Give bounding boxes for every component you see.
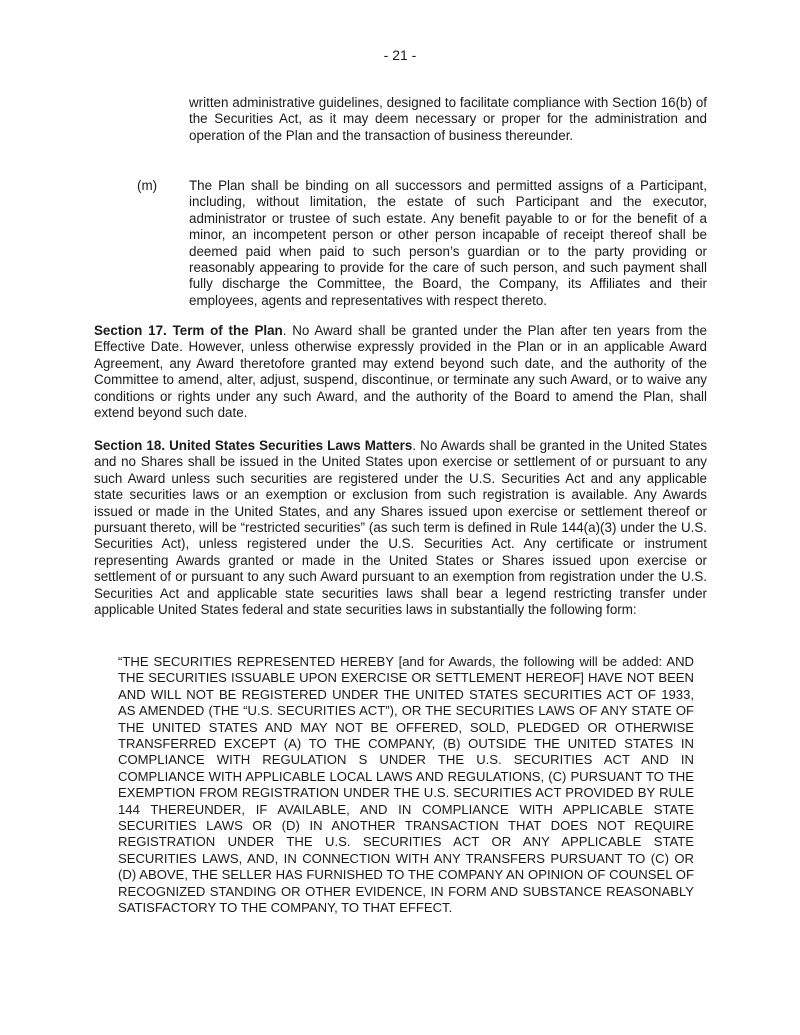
- list-item-label: (m): [137, 178, 158, 193]
- section-17-text: . No Award shall be granted under the Plan after ten years from the Effective Date. However, unless otherwise expressly provided in the Plan or in an applicable Award Agreement, any Award theretofore granted may extend beyond such date, and the authority of the Committee to amend, alter, adjust, suspend, discontinue, or terminate any such Award, or to waive any conditions or rights under any such Award, and the authority of the Board to amend the Plan, shall extend beyond such date.: [94, 323, 707, 421]
- section-17-heading: Section 17. Term of the Plan: [94, 323, 283, 338]
- list-item-text: The Plan shall be binding on all successors and permitted assigns of a Participant, including, without limitation, the estate of such Participant and the executor, administrator or trustee of such estate. Any benefit payable to or for the benefit of a minor, an incompetent person or other person incapable of receipt thereof shall be deemed paid when paid to such person’s guardian or to the party providing or reasonably appearing to provide for the care of such person, and such payment shall fully discharge the Committee, the Board, the Company, its Affiliates and their employees, agents and representatives with respect thereto.: [189, 178, 707, 308]
- restricted-securities-legend: “THE SECURITIES REPRESENTED HEREBY [and for Awards, the following will be added: AND THE SECURITIES ISSUABLE UPON EXERCISE OR SETTLEMENT HEREOF] HAVE NOT BEEN AND WILL NOT BE REGISTERED UNDER THE UNITED STATES SECURITIES ACT OF 1933, AS AMENDED (THE “U.S. SECURITIES ACT”), OR THE SECURITIES LAWS OF ANY STATE OF THE UNITED STATES AND MAY NOT BE OFFERED, SOLD, PLEDGED OR OTHERWISE TRANSFERRED EXCEPT (A) TO THE COMPANY, (B) OUTSIDE THE UNITED STATES IN COMPLIANCE WITH REGULATION S UNDER THE U.S. SECURITIES ACT AND IN COMPLIANCE WITH APPLICABLE LOCAL LAWS AND REGULATIONS, (C) PURSUANT TO THE EXEMPTION FROM REGISTRATION UNDER THE U.S. SECURITIES ACT PROVIDED BY RULE 144 THEREUNDER, IF AVAILABLE, AND IN COMPLIANCE WITH APPLICABLE STATE SECURITIES LAWS OR (D) IN ANOTHER TRANSACTION THAT DOES NOT REQUIRE REGISTRATION UNDER THE U.S. SECURITIES ACT OR ANY APPLICABLE STATE SECURITIES LAWS, AND, IN CONNECTION WITH ANY TRANSFERS PURSUANT TO (C) OR (D) ABOVE, THE SELLER HAS FURNISHED TO THE COMPANY AN OPINION OF COUNSEL OF RECOGNIZED STANDING OR OTHER EVIDENCE, IN FORM AND SUBSTANCE REASONABLY SATISFACTORY TO THE COMPANY, TO THAT EFFECT.: [118, 654, 694, 916]
- section-18-heading: Section 18. United States Securities Laws Matters: [94, 438, 413, 453]
- section-17-paragraph: [94, 323, 707, 421]
- page-number: - 21 -: [383, 47, 417, 63]
- section-18-text: . No Awards shall be granted in the United States and no Shares shall be issued in the United States upon exercise or settlement of or pursuant to any such Award unless such securities are registered under the U.S. Securities Act and any applicable state securities laws or an exemption or exclusion from such registration is available. Any Awards issued or made in the United States, and any Shares issued upon exercise or settlement thereof or pursuant thereto, will be “restricted securities” (as such term is defined in Rule 144(a)(3) under the U.S. Securities Act), unless registered under the U.S. Securities Act. Any certificate or instrument representing Awards granted or made in the United States or Shares issued upon exercise or settlement of or pursuant to any such Award pursuant to an exemption from registration under the U.S. Securities Act and applicable state securities laws shall bear a legend restricting transfer under applicable United States federal and state securities laws in substantially the following form:: [94, 438, 708, 618]
- section-18-paragraph: [94, 438, 707, 618]
- continuation-paragraph: written administrative guidelines, designed to facilitate compliance with Section 16(b) of the Securities Act, as it may deem necessary or proper for the administration and operation of the Plan and the transaction of business thereunder.: [189, 95, 707, 143]
